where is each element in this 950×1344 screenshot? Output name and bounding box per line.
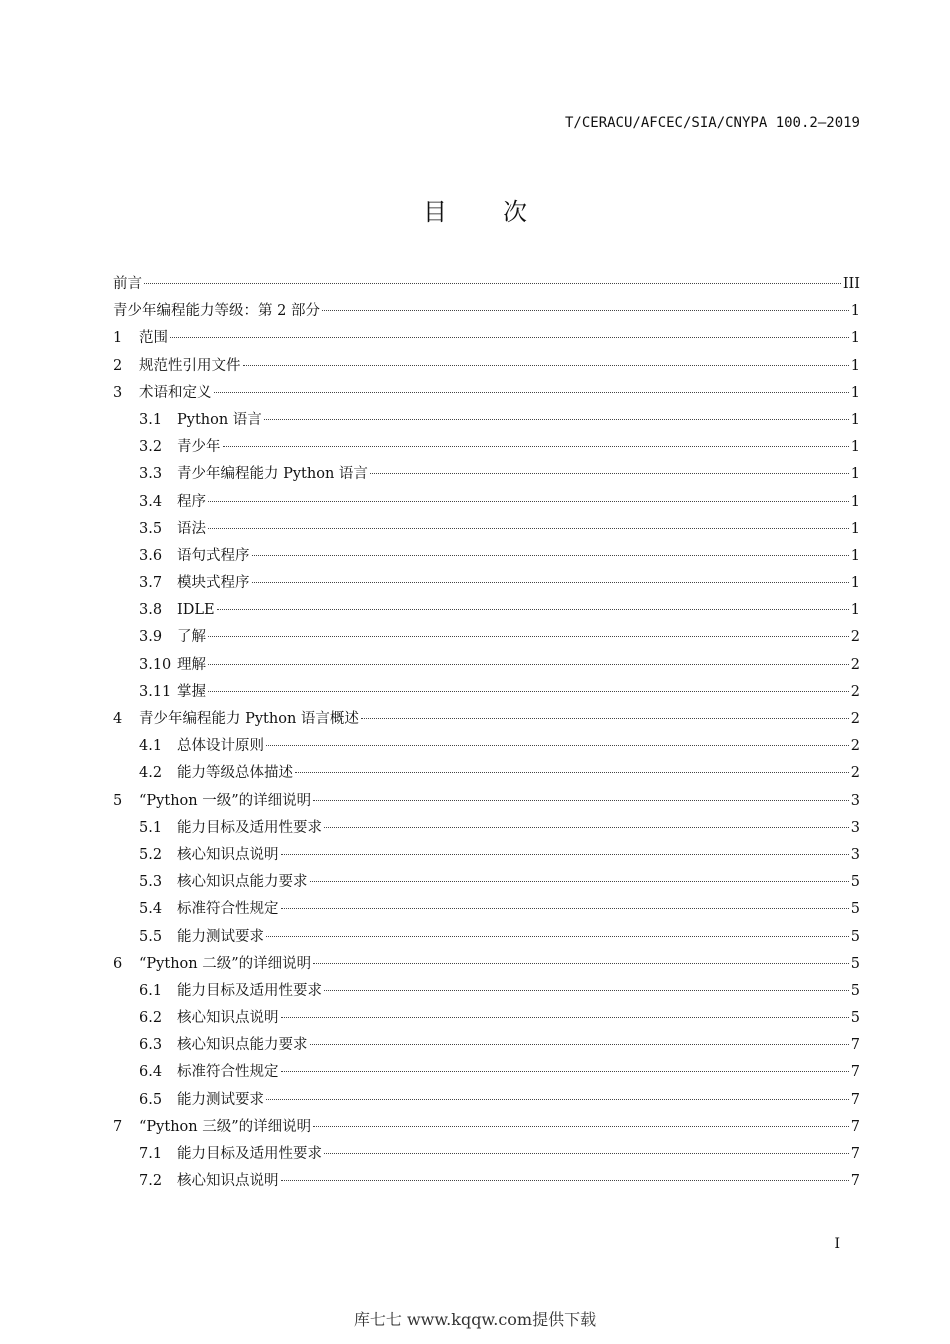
page-number: I xyxy=(834,1236,840,1252)
toc-entry-page: 1 xyxy=(850,330,860,347)
toc-entry-page: 5 xyxy=(850,874,860,891)
toc-entry-page: 5 xyxy=(850,1010,860,1027)
toc-leader-dots xyxy=(266,1098,849,1100)
toc-entry-page: 5 xyxy=(850,928,860,945)
toc-entry-page: 1 xyxy=(850,411,860,428)
toc-entry[interactable] xyxy=(113,624,860,651)
toc-entry-page: 3 xyxy=(850,846,860,863)
toc-entry-title: 核心知识点能力要求 xyxy=(177,1037,308,1054)
toc-entry-page: 7 xyxy=(850,1118,860,1135)
toc-entry[interactable] xyxy=(113,543,860,570)
toc-entry-title: 核心知识点说明 xyxy=(177,1010,279,1027)
toc-entry-number: 3.4 xyxy=(139,493,163,510)
toc-entry[interactable] xyxy=(113,1168,860,1195)
toc-entry-page: 5 xyxy=(850,982,860,999)
toc-entry-page: 1 xyxy=(850,547,860,564)
toc-entry[interactable] xyxy=(113,597,860,624)
toc-leader-dots xyxy=(208,690,849,692)
toc-entry-title: 能力测试要求 xyxy=(177,1091,264,1108)
toc-entry-number: 3.3 xyxy=(139,466,163,483)
toc-entry-number: 3.9 xyxy=(139,629,163,646)
toc-entry-title: “Python 一级”的详细说明 xyxy=(139,792,312,809)
toc-entry-title: 规范性引用文件 xyxy=(139,357,241,374)
toc-entry-page: 2 xyxy=(850,656,860,673)
toc-entry-number: 6.4 xyxy=(139,1064,163,1081)
toc-leader-dots xyxy=(266,744,849,746)
toc-entry[interactable] xyxy=(113,407,860,434)
toc-entry-page: 3 xyxy=(850,819,860,836)
toc-leader-dots xyxy=(281,907,849,909)
toc-entry-page: 1 xyxy=(850,357,860,374)
toc-entry-number: 3.11 xyxy=(139,683,172,700)
toc-entry-title: 语句式程序 xyxy=(177,547,250,564)
toc-entry-title: 核心知识点说明 xyxy=(177,846,279,863)
toc-leader-dots xyxy=(324,1152,849,1154)
toc-entry-number: 5.1 xyxy=(139,819,163,836)
toc-leader-dots xyxy=(313,962,849,964)
toc-entry-number: 3.6 xyxy=(139,547,163,564)
toc-entry-title: 青少年编程能力等级：第 2 部分 xyxy=(113,303,320,320)
toc-entry[interactable] xyxy=(113,298,860,325)
toc-leader-dots xyxy=(252,554,849,556)
toc-leader-dots xyxy=(295,771,849,773)
toc-entry-page: 2 xyxy=(850,629,860,646)
toc-entry-title: 前言 xyxy=(113,276,142,292)
toc-entry-title: Python 语言 xyxy=(177,411,262,428)
toc-entry-page: 7 xyxy=(850,1064,860,1081)
toc-entry-number: 5.4 xyxy=(139,901,163,918)
toc-entry[interactable] xyxy=(113,978,860,1005)
toc-entry-number: 6 xyxy=(113,955,123,972)
toc-entry-title: 标准符合性规定 xyxy=(177,901,279,918)
toc-entry-page: 2 xyxy=(850,738,860,755)
toc-entry-number: 3 xyxy=(113,384,123,401)
toc-entry-page: 2 xyxy=(850,711,860,727)
page-title xyxy=(0,192,950,227)
toc-leader-dots xyxy=(264,418,849,420)
toc-entry[interactable] xyxy=(113,896,860,923)
toc-entry-title: 总体设计原则 xyxy=(177,738,264,755)
toc-entry[interactable] xyxy=(113,679,860,706)
toc-leader-dots xyxy=(313,799,849,801)
toc-entry-number: 7.2 xyxy=(139,1173,163,1190)
toc-leader-dots xyxy=(281,1070,849,1072)
toc-entry-page: 5 xyxy=(850,901,860,918)
toc-entry-number: 3.8 xyxy=(139,602,163,619)
toc-entry-number: 5.5 xyxy=(139,928,163,945)
toc-leader-dots xyxy=(310,880,849,882)
toc-entry-title: “Python 二级”的详细说明 xyxy=(139,955,312,972)
toc-leader-dots xyxy=(322,309,849,311)
toc-entry-number: 6.3 xyxy=(139,1037,163,1054)
toc-entry[interactable] xyxy=(113,733,860,760)
toc-entry[interactable] xyxy=(113,271,860,298)
toc-entry[interactable] xyxy=(113,1059,860,1086)
toc-entry-title: “Python 三级”的详细说明 xyxy=(139,1118,312,1135)
toc-leader-dots xyxy=(281,1179,849,1181)
toc-leader-dots xyxy=(208,527,849,529)
toc-entry[interactable] xyxy=(113,760,860,787)
toc-leader-dots xyxy=(208,663,849,665)
toc-entry-number: 7.1 xyxy=(139,1146,163,1162)
toc-leader-dots xyxy=(144,282,841,284)
toc-entry[interactable] xyxy=(113,924,860,951)
toc-entry[interactable] xyxy=(113,706,860,733)
toc-entry[interactable] xyxy=(113,951,860,978)
toc-entry-title: 标准符合性规定 xyxy=(177,1064,279,1081)
toc-entry-page: 1 xyxy=(850,439,860,456)
toc-entry-title: 范围 xyxy=(139,330,168,347)
toc-entry-page: 7 xyxy=(850,1091,860,1108)
toc-entry-number: 3.2 xyxy=(139,439,163,456)
toc-entry[interactable] xyxy=(113,325,860,352)
toc-entry[interactable] xyxy=(113,1005,860,1032)
toc-entry-title: 能力目标及适用性要求 xyxy=(177,1146,322,1162)
toc-entry-page: 1 xyxy=(850,520,860,537)
toc-entry[interactable] xyxy=(113,516,860,543)
toc-entry-title: 理解 xyxy=(177,656,206,673)
toc-entry-number: 3.1 xyxy=(139,411,163,428)
toc-entry-title: 术语和定义 xyxy=(139,384,212,401)
toc-entry-number: 3.7 xyxy=(139,575,163,592)
toc-entry[interactable] xyxy=(113,1032,860,1059)
title-char-right: 次 xyxy=(503,198,527,226)
toc-leader-dots xyxy=(281,853,849,855)
toc-entry-number: 4 xyxy=(113,711,123,727)
toc-entry-number: 5.3 xyxy=(139,874,163,891)
toc-entry-page: III xyxy=(842,276,860,292)
toc-leader-dots xyxy=(208,500,849,502)
toc-leader-dots xyxy=(324,826,849,828)
toc-entry-page: 1 xyxy=(850,384,860,401)
toc-entry-title: 能力目标及适用性要求 xyxy=(177,982,322,999)
toc-entry-number: 2 xyxy=(113,357,123,374)
toc-leader-dots xyxy=(223,445,849,447)
toc-entry[interactable] xyxy=(113,570,860,597)
table-of-contents xyxy=(113,271,860,1195)
toc-leader-dots xyxy=(281,1016,849,1018)
toc-entry[interactable] xyxy=(113,815,860,842)
toc-entry-page: 1 xyxy=(850,575,860,592)
toc-entry-page: 7 xyxy=(850,1146,860,1162)
toc-entry-number: 6.5 xyxy=(139,1091,163,1108)
toc-entry[interactable] xyxy=(113,353,860,380)
document-number: T/CERACU/AFCEC/SIA/CNYPA 100.2—2019 xyxy=(564,115,860,131)
toc-leader-dots xyxy=(313,1125,849,1127)
toc-leader-dots xyxy=(208,635,849,637)
toc-leader-dots xyxy=(243,364,849,366)
toc-entry[interactable] xyxy=(113,869,860,896)
toc-entry-title: 青少年编程能力 Python 语言概述 xyxy=(139,711,359,727)
toc-entry[interactable] xyxy=(113,1114,860,1141)
toc-entry-title: 了解 xyxy=(177,629,206,646)
toc-entry-title: 青少年编程能力 Python 语言 xyxy=(177,466,368,483)
toc-entry-page: 3 xyxy=(850,792,860,809)
toc-entry-title: 能力目标及适用性要求 xyxy=(177,819,322,836)
toc-entry-page: 1 xyxy=(850,303,860,320)
toc-leader-dots xyxy=(324,989,849,991)
toc-entry-number: 6.1 xyxy=(139,982,163,999)
toc-entry-title: 青少年 xyxy=(177,439,221,456)
toc-entry[interactable] xyxy=(113,489,860,516)
download-watermark: 库七七 www.kqqw.com提供下载 xyxy=(353,1310,597,1329)
toc-entry-title: 能力测试要求 xyxy=(177,928,264,945)
toc-entry[interactable] xyxy=(113,652,860,679)
toc-entry-number: 5.2 xyxy=(139,846,163,863)
toc-entry-title: 核心知识点说明 xyxy=(177,1173,279,1190)
toc-entry[interactable] xyxy=(113,1087,860,1114)
toc-entry-number: 5 xyxy=(113,792,123,809)
toc-entry-title: 语法 xyxy=(177,520,206,537)
toc-entry[interactable] xyxy=(113,434,860,461)
toc-entry-number: 7 xyxy=(113,1118,123,1135)
toc-entry-number: 1 xyxy=(113,330,123,347)
toc-leader-dots xyxy=(361,717,849,719)
toc-entry-title: 掌握 xyxy=(177,683,206,700)
toc-entry-title: 程序 xyxy=(177,493,206,510)
toc-entry-title: 模块式程序 xyxy=(177,575,250,592)
toc-leader-dots xyxy=(217,608,849,610)
toc-entry-number: 3.10 xyxy=(139,656,172,673)
toc-leader-dots xyxy=(252,581,849,583)
title-char-left: 目 xyxy=(423,198,447,226)
toc-entry[interactable] xyxy=(113,788,860,815)
toc-leader-dots xyxy=(310,1043,849,1045)
toc-entry-title: IDLE xyxy=(177,602,215,619)
toc-entry[interactable] xyxy=(113,1141,860,1168)
toc-entry-number: 6.2 xyxy=(139,1010,163,1027)
toc-entry-page: 5 xyxy=(850,955,860,972)
toc-entry[interactable] xyxy=(113,842,860,869)
toc-entry-title: 能力等级总体描述 xyxy=(177,765,293,782)
toc-leader-dots xyxy=(170,336,849,338)
toc-entry-page: 7 xyxy=(850,1173,860,1190)
toc-entry-number: 3.5 xyxy=(139,520,163,537)
toc-entry-page: 2 xyxy=(850,683,860,700)
toc-entry-page: 1 xyxy=(850,466,860,483)
toc-entry-title: 核心知识点能力要求 xyxy=(177,874,308,891)
toc-entry-page: 2 xyxy=(850,765,860,782)
toc-entry-number: 4.1 xyxy=(139,738,163,755)
toc-entry[interactable] xyxy=(113,380,860,407)
toc-entry-page: 1 xyxy=(850,493,860,510)
toc-leader-dots xyxy=(214,391,849,393)
toc-entry-number: 4.2 xyxy=(139,765,163,782)
toc-leader-dots xyxy=(266,935,849,937)
toc-entry-page: 7 xyxy=(850,1037,860,1054)
toc-leader-dots xyxy=(370,472,849,474)
toc-entry[interactable] xyxy=(113,461,860,488)
toc-entry-page: 1 xyxy=(850,602,860,619)
